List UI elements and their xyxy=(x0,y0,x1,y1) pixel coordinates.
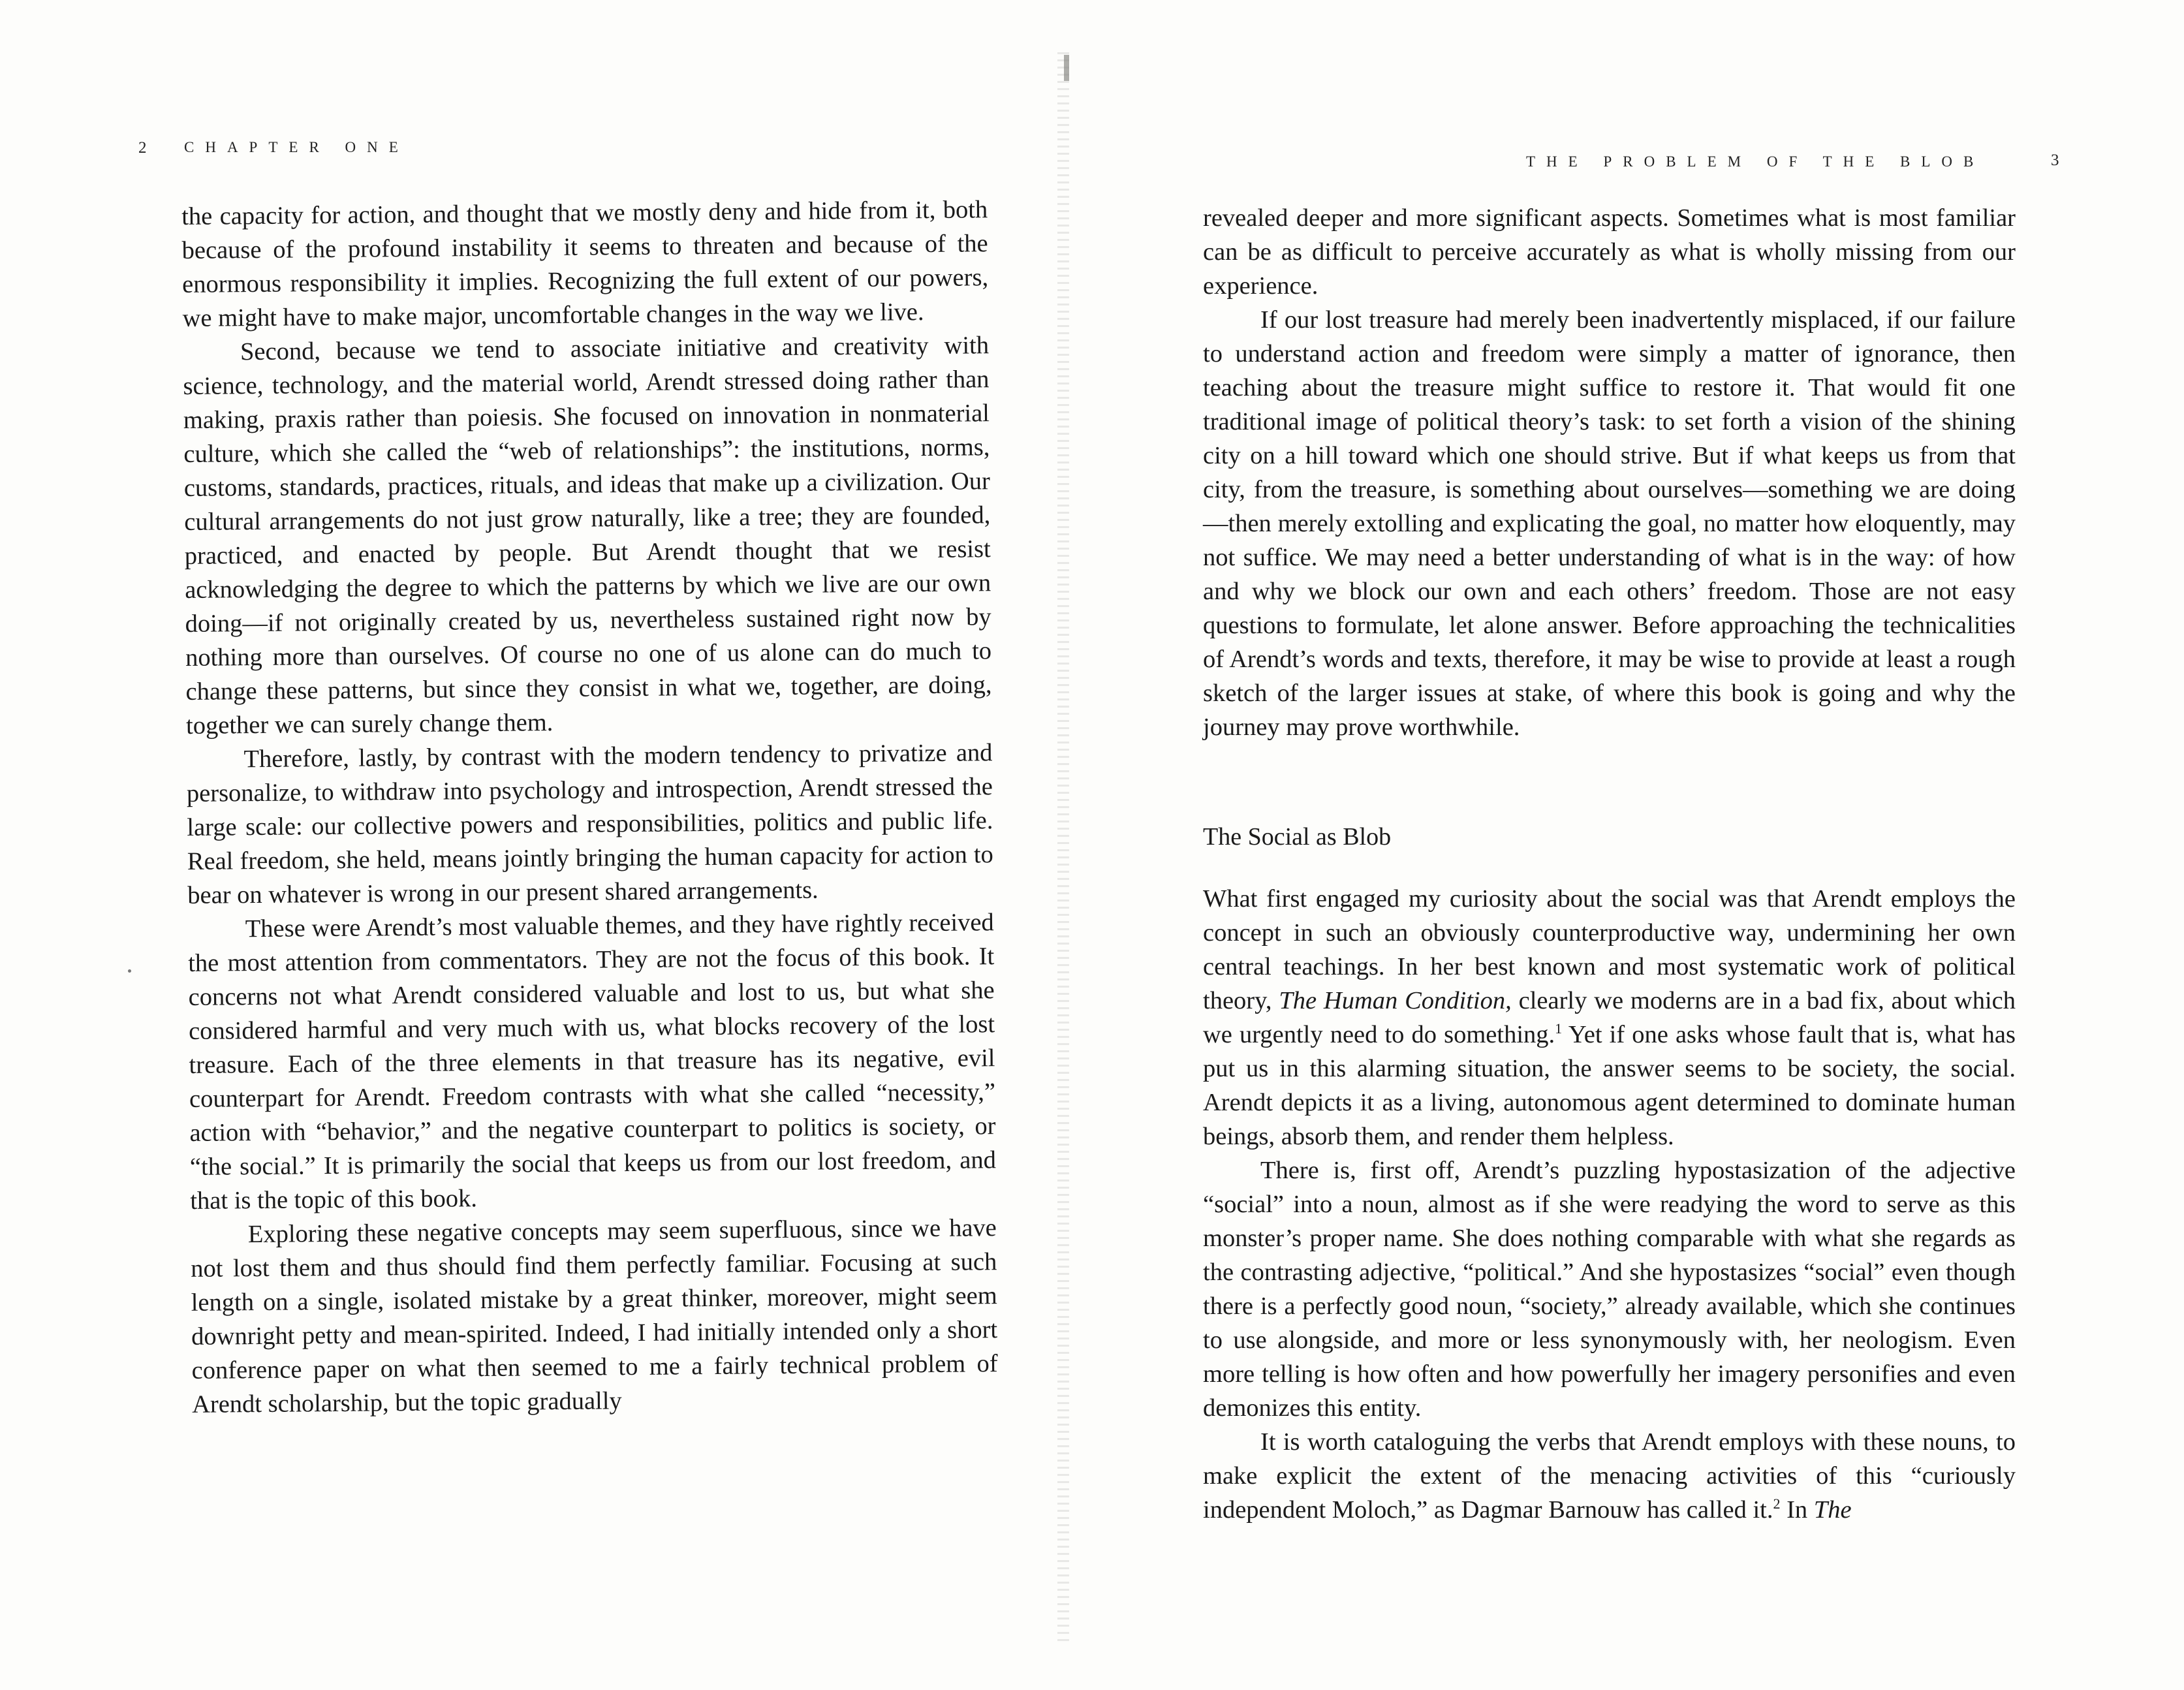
p3-text-a: What first engaged my curiosity about the social was that Arendt employs the concept in such an obviously counterproductive way, undermining her own central teachings. In her best known and most systematic work of political theory, xyxy=(1203,885,2016,1014)
right-paragraph-2: If our lost treasure had merely been inadvertently misplaced, if our failure to understand action and freedom were simply a matter of ignorance, then teaching about the treasure might suffice to restore it. That would fit one traditional image of political theory’s task: to set forth a vision of the shining city on a hill toward which one should strive. But if what keeps us from that city, from the treasure, is something about ourselves—something we are doing—then merely extolling and explicating the goal, no matter how eloquently, may not suffice. We may need a better understanding of what is in the way: of how and why we block our own and each others’ freedom. Those are not easy questions to formulate, let alone answer. Before approaching the technicalities of Arendt’s words and texts, therefore, it may be wise to provide at least a rough sketch of the larger issues at stake, of where this book is going and why the journey may prove worthwhile. xyxy=(1203,306,2016,741)
left-body-text xyxy=(181,193,998,1422)
left-paragraph-5: Exploring these negative concepts may seem superfluous, since we have not lost them and thus should find them perfectly familiar. Focusing at such length on a single, isolated mistake by a great thinker, moreover, might seem downright petty and mean-spirited. Indeed, I had initially intended only a short conference paper on what then seemed to me a fairly technical problem of Arendt scholarship, but the topic gradually xyxy=(191,1214,998,1418)
footnote-ref-2: 2 xyxy=(1773,1495,1781,1512)
book-title-italic: The Human Condition, xyxy=(1279,987,1512,1014)
left-paragraph-4: These were Arendt’s most valuable themes, and they have rightly received the most attention from commentators. They are not the focus of this book. It concerns not what Arendt considered valuable and lost to us, but what she considered harmful and very much with us, what blocks recovery of the lost treasure. Each of the three elements in that treasure has its negative, evil counterpart for Arendt. Freedom contrasts with what she called “necessity,” action with “behavior,” and the negative counterpart to politics is society, or “the social.” It is primarily the social that keeps us from our lost freedom, and that is the topic of this book. xyxy=(188,909,997,1215)
right-paragraph-5 xyxy=(1203,1425,2016,1527)
right-folio: 3 xyxy=(2051,151,2059,169)
p3-text-c: Yet if one asks whose fault that is, what has put us in this alarming situation, the answer seems to be society, the social. Arendt depicts it as a living, autonomous agent determined to dominate human beings, absorb them, and render them helpless. xyxy=(1203,1021,2016,1150)
left-page xyxy=(0,0,1070,1690)
right-body-text-bottom xyxy=(1203,882,2016,1527)
footnote-ref-1: 1 xyxy=(1555,1020,1563,1037)
right-page xyxy=(1103,0,2184,1690)
p5-text-b: In xyxy=(1780,1496,1814,1524)
left-paragraph-2: Second, because we tend to associate initiative and creativity with science, technology, and the material world, Arendt stressed doing rather than making, praxis rather than poiesis. She focused on innovation in nonmaterial culture, which she called the “web of relationships”: the institutions, norms, customs, standards, practices, rituals, and ideas that make up a civilization. Our cultural arrangements do not just grow naturally, like a tree; they are founded, practiced, and enacted by people. But Arendt thought that we resist acknowledging the degree to which the patterns by which we live are our own doing—if not originally created by us, nevertheless sustained right now by nothing more than ourselves. Of course no one of us alone can do much to change these patterns, but since they consist in what we, together, are doing, together we can surely change them. xyxy=(183,332,992,740)
right-paragraph-3 xyxy=(1203,882,2016,1153)
right-paragraph-4: There is, first off, Arendt’s puzzling hypostasization of the adjective “social” into a noun, almost as if she were readying the word to serve as this monster’s proper name. She does nothing comparable with what she regards as the contrasting adjective, “political.” And she hypostasizes “social” even though there is a perfectly good noun, “society,” already available, which she continues to use alongside, and more or less synonymously with, her neologism. Even more telling is how often and how powerfully her imagery personifies and even demonizes this entity. xyxy=(1203,1157,2016,1422)
p3-text-b: clearly we moderns are in a bad fix, about which we urgently need to do something. xyxy=(1203,987,2016,1048)
p5-italic: The xyxy=(1813,1496,1852,1524)
right-body-text-top xyxy=(1203,201,2016,744)
right-running-head: THE PROBLEM OF THE BLOB xyxy=(1526,153,1985,170)
left-folio: 2 xyxy=(138,139,147,157)
left-running-head: CHAPTER ONE xyxy=(184,139,409,155)
stray-mark xyxy=(128,969,131,973)
p5-text-a: It is worth cataloguing the verbs that Arendt employs with these nouns, to make explicit the extent of the menacing activities of this “curiously independent Moloch,” as Dagmar Barnouw has called it. xyxy=(1203,1428,2016,1524)
section-heading: The Social as Blob xyxy=(1203,823,1392,851)
left-paragraph-1: the capacity for action, and thought that we mostly deny and hide from it, both because of the profound instability it seems to threaten and because of the enormous responsibility it implies. Recognizing the full extent of our powers, we might have to make major, uncomfortable changes in the way we live. xyxy=(181,196,989,332)
right-paragraph-1: revealed deeper and more significant aspects. Sometimes what is most familiar can be as difficult to perceive accurately as what is wholly missing from our experience. xyxy=(1203,204,2016,300)
left-paragraph-3: Therefore, lastly, by contrast with the modern tendency to privatize and personalize, to withdraw into psychology and introspection, Arendt stressed the large scale: our collective powers and responsibilities, politics and public life. Real freedom, she held, means jointly bringing the human capacity for action to bear on whatever is wrong in our present shared arrangements. xyxy=(186,739,993,909)
